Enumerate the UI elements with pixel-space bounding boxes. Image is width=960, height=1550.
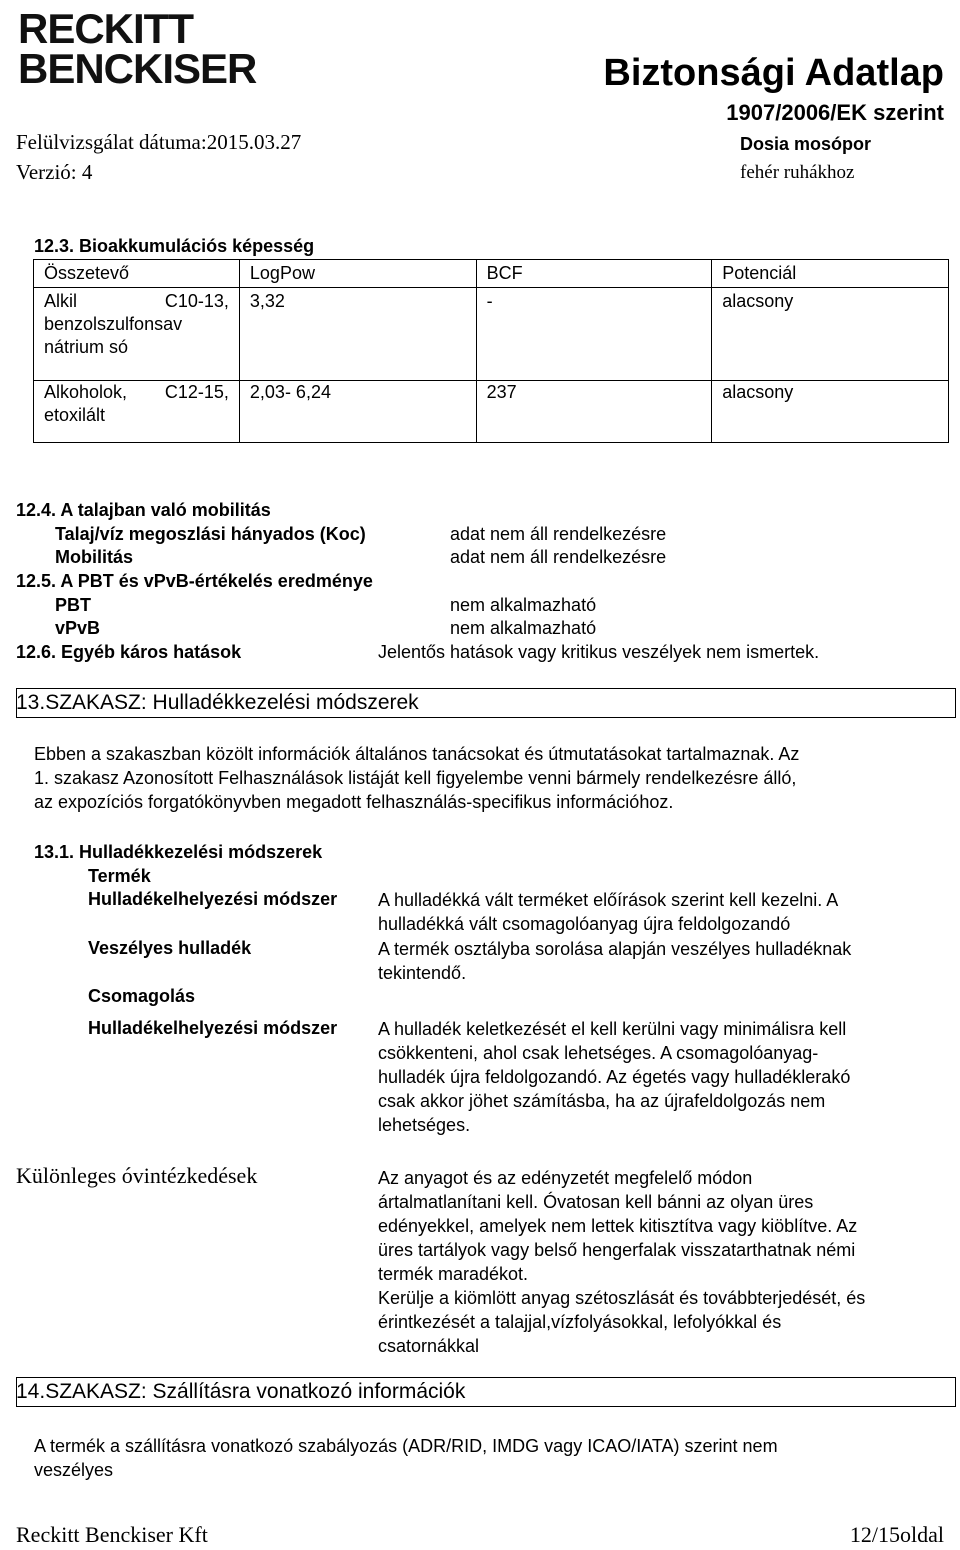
potential-cell: alacsony <box>712 381 949 443</box>
text-line: Az anyagot és az edényzetét megfelelő módon <box>378 1168 753 1188</box>
company-logo <box>18 5 257 92</box>
intro-line: Ebben a szakaszban közölt információk általános tanácsokat és útmutatásokat tartalmaznak. Az <box>34 744 800 764</box>
koc-label: Talaj/víz megoszlási hányados (Koc) <box>55 524 366 544</box>
version: Verzió: 4 <box>16 160 93 184</box>
product-label: Termék <box>88 866 151 886</box>
text-line: A termék osztályba sorolása alapján veszélyes hulladéknak <box>378 939 852 959</box>
section-14-title: 14.SZAKASZ: Szállításra vonatkozó információk <box>16 1380 466 1403</box>
packaging-disposal-method-text <box>378 1017 850 1137</box>
text-line: csökkenteni, ahol csak lehetséges. A csomagolóanyag- <box>378 1043 819 1063</box>
regulation-reference: 1907/2006/EK szerint <box>726 100 944 125</box>
column-header-potential: Potenciál <box>712 260 949 288</box>
bcf-cell: - <box>476 288 712 381</box>
disposal-method-text <box>378 888 838 936</box>
text-line: csak akkor jöhet számításba, ha az újrafeldolgozás nem <box>378 1091 826 1111</box>
column-header-bcf: BCF <box>476 260 712 288</box>
bcf-cell: 237 <box>476 381 712 443</box>
text-line: veszélyes <box>34 1460 114 1480</box>
section-12-4-title: 12.4. A talajban való mobilitás <box>16 500 271 520</box>
hazardous-waste-text <box>378 937 851 985</box>
intro-line: az expozíciós forgatókönyvben megadott felhasználás-specifikus információhoz. <box>34 792 674 812</box>
text-line: hulladékká vált csomagolóanyag újra feldolgozandó <box>378 914 791 934</box>
section-14-text <box>34 1434 778 1482</box>
table-row <box>34 381 949 443</box>
text-line: A hulladékká vált terméket előírások szerint kell kezelni. A <box>378 890 839 910</box>
product-name-line-1: Dosia mosópor <box>740 134 872 154</box>
footer-page-number: 12/15oldal <box>849 1522 944 1547</box>
koc-value: adat nem áll rendelkezésre <box>450 524 667 544</box>
potential-cell: alacsony <box>712 288 949 381</box>
logpow-cell: 2,03- 6,24 <box>239 381 476 443</box>
special-precautions-label: Különleges óvintézkedések <box>16 1163 258 1188</box>
vpvb-label: vPvB <box>55 618 101 638</box>
text-line: lehetséges. <box>378 1115 471 1135</box>
section-13-1-title: 13.1. Hulladékkezelési módszerek <box>34 842 323 862</box>
text-line: üres tartályok vagy belső hengerfalak visszatarthatnak némi <box>378 1240 856 1260</box>
text-line: Kerülje a kiömlött anyag szétoszlását és továbbterjedését, és <box>378 1288 866 1308</box>
component-line: Alkoholok, C12-15, <box>44 382 229 402</box>
logo-line-1: RECKITT <box>18 5 193 52</box>
text-line: A hulladék keletkezését el kell kerülni vagy minimálisra kell <box>378 1019 847 1039</box>
text-line: A termék a szállításra vonatkozó szabályozás (ADR/RID, IMDG vagy ICAO/IATA) szerint nem <box>34 1436 778 1456</box>
component-cell <box>34 288 240 381</box>
vpvb-value: nem alkalmazható <box>450 618 597 638</box>
logo-line-2: BENCKISER <box>18 45 257 92</box>
logpow-cell: 3,32 <box>239 288 476 381</box>
text-line: tekintendő. <box>378 963 467 983</box>
packaging-disposal-method-label: Hulladékelhelyezési módszer <box>88 1018 338 1038</box>
pbt-value: nem alkalmazható <box>450 595 597 615</box>
footer-company: Reckitt Benckiser Kft <box>16 1522 208 1547</box>
special-precautions-text <box>378 1166 865 1358</box>
table-row <box>34 288 949 381</box>
component-cell <box>34 381 240 443</box>
disposal-method-label: Hulladékelhelyezési módszer <box>88 889 338 909</box>
text-line: ártalmatlanítani kell. Óvatosan kell bánni az olyan üres <box>378 1192 814 1212</box>
section-13-intro <box>34 742 799 814</box>
other-effects-value: Jelentős hatások vagy kritikus veszélyek nem ismertek. <box>378 642 820 662</box>
text-line: csatornákkal <box>378 1336 480 1356</box>
mobility-label: Mobilitás <box>55 547 134 567</box>
text-line: érintkezését a talajjal,vízfolyásokkal, lefolyókkal és <box>378 1312 782 1332</box>
column-header-component: Összetevő <box>34 260 240 288</box>
text-line: edényekkel, amelyek nem lettek kitisztítva vagy kiöblítve. Az <box>378 1216 858 1236</box>
mobility-value: adat nem áll rendelkezésre <box>450 547 667 567</box>
table-header-row <box>34 260 949 288</box>
bioaccumulation-table <box>33 259 949 443</box>
component-line: etoxilált <box>44 405 106 425</box>
revision-date: Felülvizsgálat dátuma:2015.03.27 <box>16 130 302 154</box>
section-12-3-title: 12.3. Bioakkumulációs képesség <box>34 236 315 256</box>
packaging-label: Csomagolás <box>88 986 196 1006</box>
section-13-title: 13.SZAKASZ: Hulladékkezelési módszerek <box>16 691 419 714</box>
pbt-label: PBT <box>55 595 91 615</box>
column-header-logpow: LogPow <box>239 260 476 288</box>
text-line: termék maradékot. <box>378 1264 529 1284</box>
section-12-6-title: 12.6. Egyéb káros hatások <box>16 642 242 662</box>
text-line: hulladék újra feldolgozandó. Az égetés vagy hulladéklerakó <box>378 1067 851 1087</box>
product-name-line-2: fehér ruhákhoz <box>740 162 855 183</box>
component-line: benzolszulfonsav <box>44 314 183 334</box>
intro-line: 1. szakasz Azonosított Felhasználások listáját kell figyelembe venni bármely rendelkezésre álló, <box>34 768 797 788</box>
component-line: Alkil C10-13, <box>44 291 229 311</box>
section-12-5-title: 12.5. A PBT és vPvB-értékelés eredménye <box>16 571 373 591</box>
component-line: nátrium só <box>44 337 129 357</box>
hazardous-waste-label: Veszélyes hulladék <box>88 938 252 958</box>
document-title: Biztonsági Adatlap <box>603 52 944 94</box>
